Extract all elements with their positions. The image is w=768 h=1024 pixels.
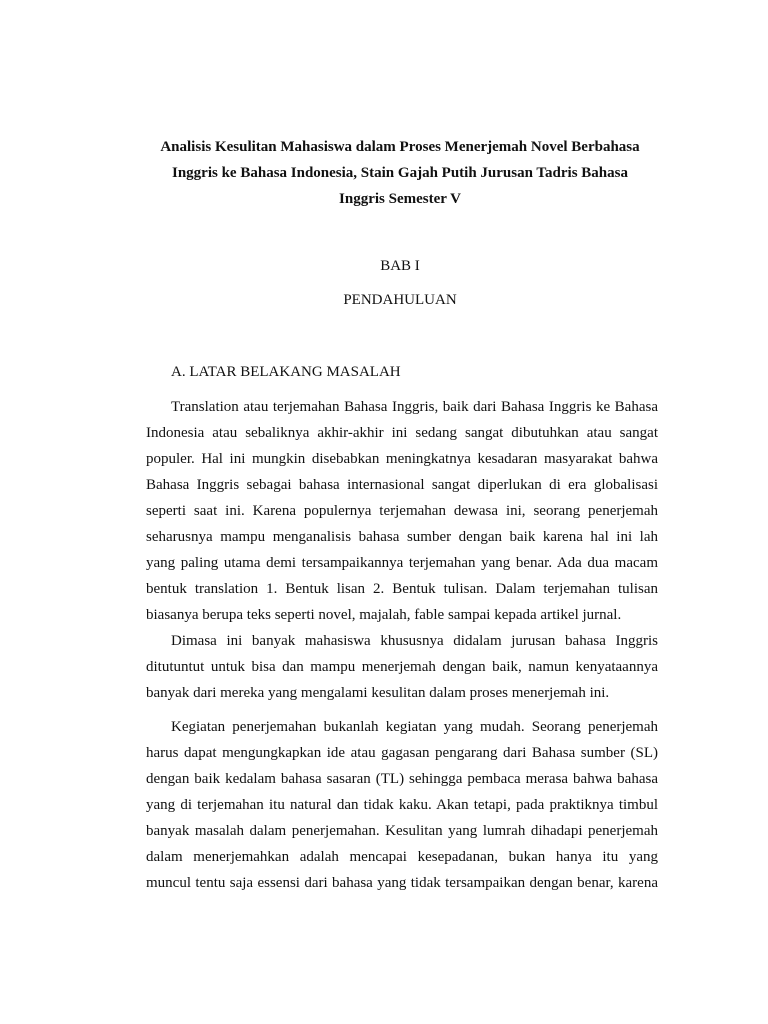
paper-title [140, 134, 660, 212]
title-line: Analisis Kesulitan Mahasiswa dalam Proses Menerjemah Novel Berbahasa [160, 139, 640, 155]
paragraph-line: yang di terjemahan itu natural dan tidak kaku. Akan tetapi, pada praktiknya timbul [146, 797, 658, 813]
chapter-title: PENDAHULUAN [343, 292, 457, 308]
paragraph-line: harus dapat mengungkapkan ide atau gagasan pengarang dari Bahasa sumber (SL) [146, 745, 658, 761]
paragraph-1 [146, 394, 658, 628]
paragraph-line: muncul tentu saja essensi dari bahasa yang tidak tersampaikan dengan benar, karena [146, 875, 658, 891]
paragraph-2 [146, 628, 658, 706]
paragraph-line: seharusnya mampu menganalisis bahasa sumber dengan baik karena hal ini lah [146, 529, 658, 545]
paragraph-line: Indonesia atau sebaliknya akhir-akhir ini sedang sangat dibutuhkan atau sangat [146, 425, 658, 441]
paragraph-line: populer. Hal ini mungkin disebabkan meningkatnya kesadaran masyarakat bahwa [146, 451, 658, 467]
paragraph-line: dalam menerjemahkan adalah mencapai kesepadanan, bukan hanya itu yang [146, 849, 658, 865]
paragraph-line: dengan baik kedalam bahasa sasaran (TL) sehingga pembaca merasa bahwa bahasa [146, 771, 658, 787]
paragraph-line: Translation atau terjemahan Bahasa Inggris, baik dari Bahasa Inggris ke Bahasa [171, 399, 658, 415]
paragraph-line: banyak dari mereka yang mengalami kesulitan dalam proses menerjemah ini. [146, 685, 610, 701]
paragraph-line: Dimasa ini banyak mahasiswa khususnya didalam jurusan bahasa Inggris [171, 633, 658, 649]
paragraph-line: ditutuntut untuk bisa dan mampu menerjemah dengan baik, namun kenyataannya [146, 659, 658, 675]
paragraph-line: yang paling utama demi tersampaikannya terjemahan yang benar. Ada dua macam [146, 555, 658, 571]
title-line: Inggris Semester V [339, 191, 461, 207]
section-heading: A. LATAR BELAKANG MASALAH [171, 364, 401, 380]
paragraph-3 [146, 714, 658, 896]
paragraph-line: seperti saat ini. Karena populernya terjemahan dewasa ini, seorang penerjemah [146, 503, 658, 519]
title-line: Inggris ke Bahasa Indonesia, Stain Gajah Putih Jurusan Tadris Bahasa [172, 165, 628, 181]
paragraph-line: bentuk translation 1. Bentuk lisan 2. Bentuk tulisan. Dalam terjemahan tulisan [146, 581, 658, 597]
paragraph-line: Kegiatan penerjemahan bukanlah kegiatan yang mudah. Seorang penerjemah [171, 719, 658, 735]
paragraph-line: biasanya berupa teks seperti novel, majalah, fable sampai kepada artikel jurnal. [146, 607, 622, 623]
paragraph-line: Bahasa Inggris sebagai bahasa internasional sangat diperlukan di era globalisasi [146, 477, 658, 493]
paragraph-line: banyak masalah dalam penerjemahan. Kesulitan yang lumrah dihadapi penerjemah [146, 823, 658, 839]
chapter-number: BAB I [380, 258, 420, 274]
